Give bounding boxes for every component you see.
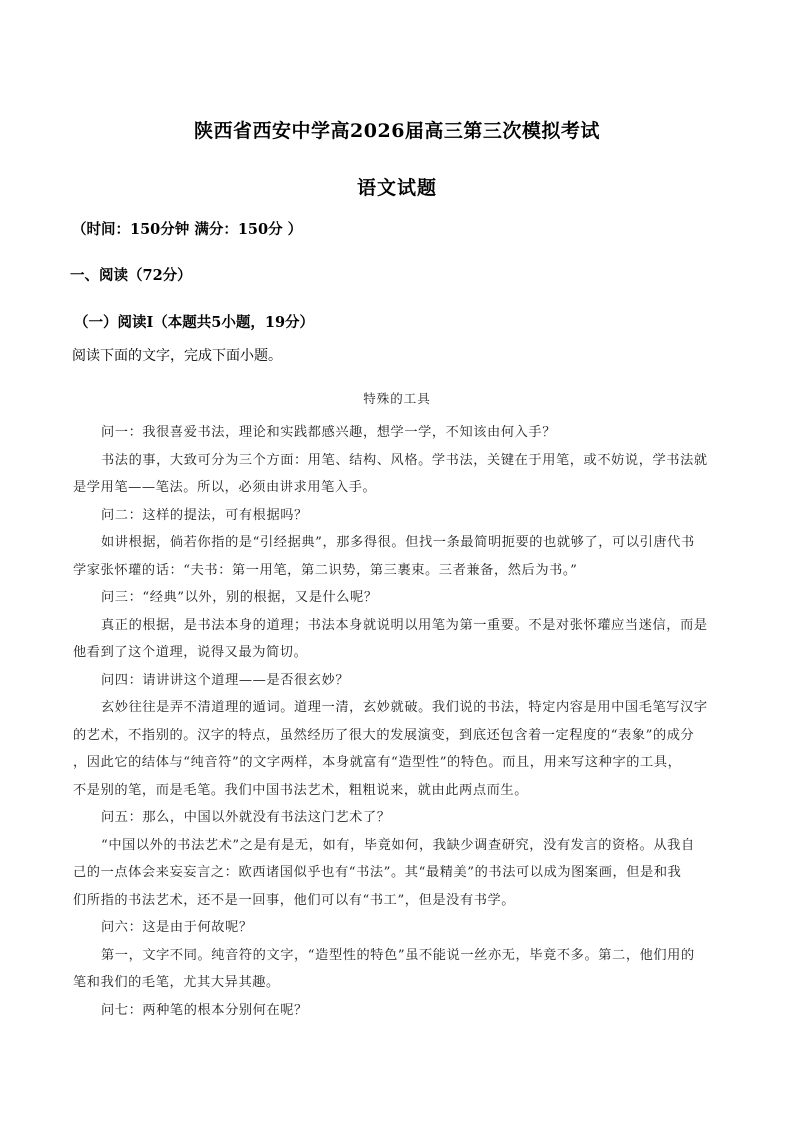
article-line: 的艺术，不指别的。汉字的特点，虽然经历了很大的发展演变，到底还包含着一定程度的“表象”的成分 xyxy=(73,728,695,743)
article-line: 是学用笔——笔法。所以，必须由讲求用笔入手。 xyxy=(73,480,377,495)
article-line: 如讲根据，倘若你指的是“引经据典”，那多得很。但找一条最简明扼要的也就够了，可以引唐代书 xyxy=(101,535,695,550)
article-line: 问七：两种笔的根本分别何在呢？ xyxy=(101,1003,308,1018)
article-line: 己的一点体会来妄妄言之：欧西诸国似乎也有“书法”。其“最精美”的书法可以成为图案画，但是和我 xyxy=(73,865,682,880)
article-line: 问五：那么，中国以外就没有书法这门艺术了？ xyxy=(101,810,391,825)
article-title: 特殊的工具 xyxy=(363,391,431,406)
article-line: 问四：请讲讲这个道理——是否很玄妙？ xyxy=(101,673,350,688)
article-line: “中国以外的书法艺术”之是有是无，如有，毕竟如何，我缺少调查研究，没有发言的资格。从我自 xyxy=(101,838,695,853)
article-line: 不是别的笔，而是毛笔。我们中国书法艺术，粗粗说来，就由此两点而生。 xyxy=(73,783,528,798)
sub-section-heading: （一）阅读Ⅰ（本题共5小题，19分） xyxy=(74,314,315,331)
exam-subtitle: 语文试题 xyxy=(356,177,437,199)
article-line: 他看到了这个道理，说得又最为简切。 xyxy=(73,645,308,660)
article-line: 第一，文字不同。纯音符的文字，“造型性的特色”虽不能说一丝亦无，毕竟不多。第二，他们用的 xyxy=(101,948,695,963)
article-line: 真正的根据，是书法本身的道理；书法本身就说明以用笔为第一重要。不是对张怀瓘应当迷信，而是 xyxy=(101,618,708,633)
section-heading: 一、阅读（72分） xyxy=(70,267,192,284)
article-line: 笔和我们的毛笔，尤其大异其趣。 xyxy=(73,975,280,990)
article-line: 问一：我很喜爱书法，理论和实践都感兴趣，想学一学，不知该由何入手？ xyxy=(101,425,556,440)
article-line: 书法的事，大致可分为三个方面：用笔、结构、风格。学书法，关键在于用笔，或不妨说，学书法就 xyxy=(101,453,708,468)
exam-info: （时间：150分钟 满分：150分 ） xyxy=(72,221,303,238)
article-line: 问三：“经典”以外，别的根据，又是什么呢？ xyxy=(101,590,378,605)
exam-title: 陕西省西安中学高2026届高三第三次模拟考试 xyxy=(194,120,600,142)
article-line: 学家张怀瓘的话：“夫书：第一用笔，第二识势，第三裹束。三者兼备，然后为书。” xyxy=(73,563,578,578)
article-line: 玄妙往往是弄不清道理的遁词。道理一清，玄妙就破。我们说的书法，特定内容是用中国毛笔写汉字 xyxy=(101,700,708,715)
article-line: ，因此它的结体与“纯音符”的文字两样，本身就富有“造型性”的特色。而且，用来写这种字的工具， xyxy=(73,755,682,770)
article-line: 问二：这样的提法，可有根据吗？ xyxy=(101,508,308,523)
article-line: 们所指的书法艺术，还不是一回事，他们可以有“书工”，但是没有书学。 xyxy=(73,893,516,908)
article-line: 问六：这是由于何故呢？ xyxy=(101,920,253,935)
instruction-text: 阅读下面的文字，完成下面小题。 xyxy=(72,348,282,364)
